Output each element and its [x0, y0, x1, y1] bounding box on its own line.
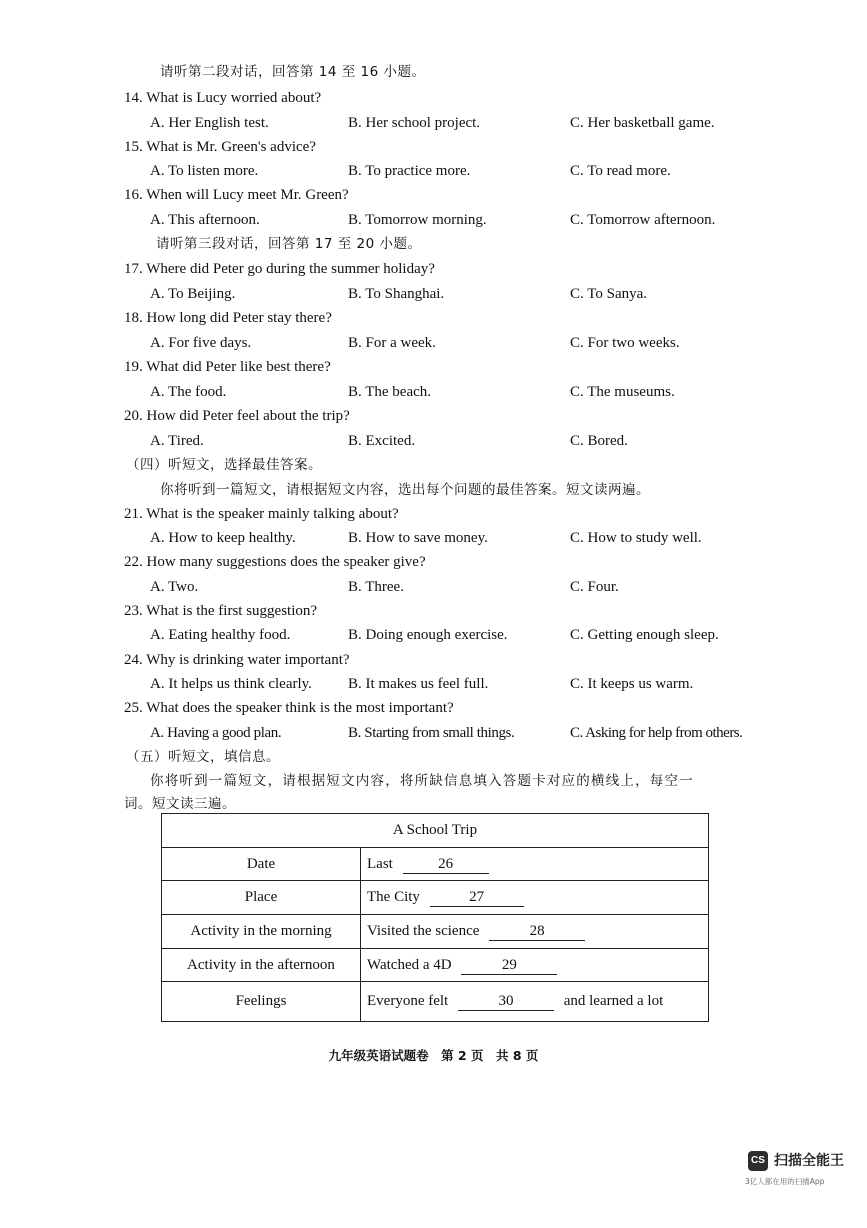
- q14-option-a: A. Her English test.: [150, 115, 269, 131]
- blank-28[interactable]: 28: [489, 922, 585, 941]
- question-18: 18. How long did Peter stay there?: [124, 310, 332, 326]
- q15-option-a: A. To listen more.: [150, 163, 259, 179]
- q23-option-a: A. Eating healthy food.: [150, 627, 291, 643]
- q18-option-b: B. For a week.: [348, 335, 436, 351]
- part4-instruction: 你将听到一篇短文，请根据短文内容，选出每个问题的最佳答案。短文读两遍。: [160, 482, 650, 498]
- section2-instruction: 请听第二段对话，回答第 14 至 16 小题。: [160, 64, 426, 80]
- footer-text: 九年级英语试题卷 第 2 页 共 8 页: [328, 1048, 539, 1063]
- q24-option-c: C. It keeps us warm.: [570, 676, 694, 692]
- question-22: 22. How many suggestions does the speaker give?: [124, 554, 426, 570]
- q22-option-b: B. Three.: [348, 579, 404, 595]
- q19-option-a: A. The food.: [150, 384, 227, 400]
- q22-option-a: A. Two.: [150, 579, 199, 595]
- q19-option-c: C. The museums.: [570, 384, 675, 400]
- question-21: 21. What is the speaker mainly talking about?: [124, 506, 399, 522]
- question-14: 14. What is Lucy worried about?: [124, 90, 322, 106]
- part5-heading: （五）听短文，填信息。: [126, 749, 280, 765]
- q15-option-c: C. To read more.: [570, 163, 671, 179]
- row-label: Place: [162, 881, 361, 915]
- camscanner-logo-icon: CS: [748, 1151, 768, 1171]
- row-value: [361, 915, 709, 949]
- q20-option-c: C. Bored.: [570, 433, 628, 449]
- camscanner-tagline: 3亿人都在用的扫描App: [745, 1177, 825, 1186]
- table-row: [162, 982, 709, 1022]
- q21-option-c: C. How to study well.: [570, 530, 702, 546]
- row-prefix: Last: [367, 855, 393, 872]
- question-20: 20. How did Peter feel about the trip?: [124, 408, 350, 424]
- q17-option-c: C. To Sanya.: [570, 286, 648, 302]
- question-19: 19. What did Peter like best there?: [124, 359, 331, 375]
- question-24: 24. Why is drinking water important?: [124, 652, 350, 668]
- q18-option-a: A. For five days.: [150, 335, 252, 351]
- page-footer: [0, 1046, 867, 1065]
- row-value: [361, 982, 709, 1022]
- question-15: 15. What is Mr. Green's advice?: [124, 139, 316, 155]
- question-25: 25. What does the speaker think is the most important?: [124, 700, 454, 716]
- row-prefix: Everyone felt: [367, 993, 449, 1009]
- table-row: [162, 848, 709, 881]
- q14-option-c: C. Her basketball game.: [570, 115, 715, 131]
- q20-option-b: B. Excited.: [348, 433, 416, 449]
- q21-option-b: B. How to save money.: [348, 530, 488, 546]
- row-value: [361, 881, 709, 915]
- camscanner-name: 扫描全能王: [774, 1153, 844, 1169]
- q17-option-b: B. To Shanghai.: [348, 286, 445, 302]
- q17-option-a: A. To Beijing.: [150, 286, 236, 302]
- q15-option-b: B. To practice more.: [348, 163, 471, 179]
- part4-heading: （四）听短文，选择最佳答案。: [126, 457, 322, 473]
- q20-option-a: A. Tired.: [150, 433, 204, 449]
- q23-option-c: C. Getting enough sleep.: [570, 627, 719, 643]
- q16-option-b: B. Tomorrow morning.: [348, 212, 487, 228]
- table-title: A School Trip: [162, 814, 709, 848]
- row-label: Activity in the morning: [162, 915, 361, 949]
- q24-option-b: B. It makes us feel full.: [348, 676, 489, 692]
- row-value: [361, 949, 709, 982]
- q25-option-c: C. Asking for help from others.: [570, 725, 743, 741]
- q19-option-b: B. The beach.: [348, 384, 432, 400]
- table-row: [162, 881, 709, 915]
- q14-option-b: B. Her school project.: [348, 115, 481, 131]
- q16-option-a: A. This afternoon.: [150, 212, 260, 228]
- q23-option-b: B. Doing enough exercise.: [348, 627, 508, 643]
- blank-27[interactable]: 27: [430, 888, 524, 907]
- blank-26[interactable]: 26: [403, 855, 489, 874]
- row-label: Activity in the afternoon: [162, 949, 361, 982]
- row-prefix: Visited the science: [367, 923, 480, 939]
- question-23: 23. What is the first suggestion?: [124, 603, 318, 619]
- q21-option-a: A. How to keep healthy.: [150, 530, 296, 546]
- row-value: [361, 848, 709, 881]
- q24-option-a: A. It helps us think clearly.: [150, 676, 312, 692]
- question-16: 16. When will Lucy meet Mr. Green?: [124, 187, 349, 203]
- row-label: Date: [162, 848, 361, 881]
- blank-29[interactable]: 29: [461, 956, 557, 975]
- q18-option-c: C. For two weeks.: [570, 335, 680, 351]
- section3-instruction: 请听第三段对话，回答第 17 至 20 小题。: [156, 236, 422, 252]
- q16-option-c: C. Tomorrow afternoon.: [570, 212, 716, 228]
- q25-option-a: A. Having a good plan.: [150, 725, 282, 741]
- blank-30[interactable]: 30: [458, 992, 554, 1011]
- part5-instruction-line1: 你将听到一篇短文，请根据短文内容，将所缺信息填入答题卡对应的横线上，每空一: [150, 773, 694, 789]
- question-17: 17. Where did Peter go during the summer holiday?: [124, 261, 435, 277]
- row-prefix: Watched a 4D: [367, 956, 452, 973]
- row-label: Feelings: [162, 982, 361, 1022]
- q22-option-c: C. Four.: [570, 579, 619, 595]
- row-prefix: The City: [367, 889, 420, 905]
- q25-option-b: B. Starting from small things.: [348, 725, 515, 741]
- table-row: [162, 949, 709, 982]
- table-row: [162, 915, 709, 949]
- row-suffix: and learned a lot: [563, 993, 664, 1009]
- school-trip-table: [161, 813, 709, 1022]
- part5-instruction-line2: 词。短文读三遍。: [124, 796, 236, 812]
